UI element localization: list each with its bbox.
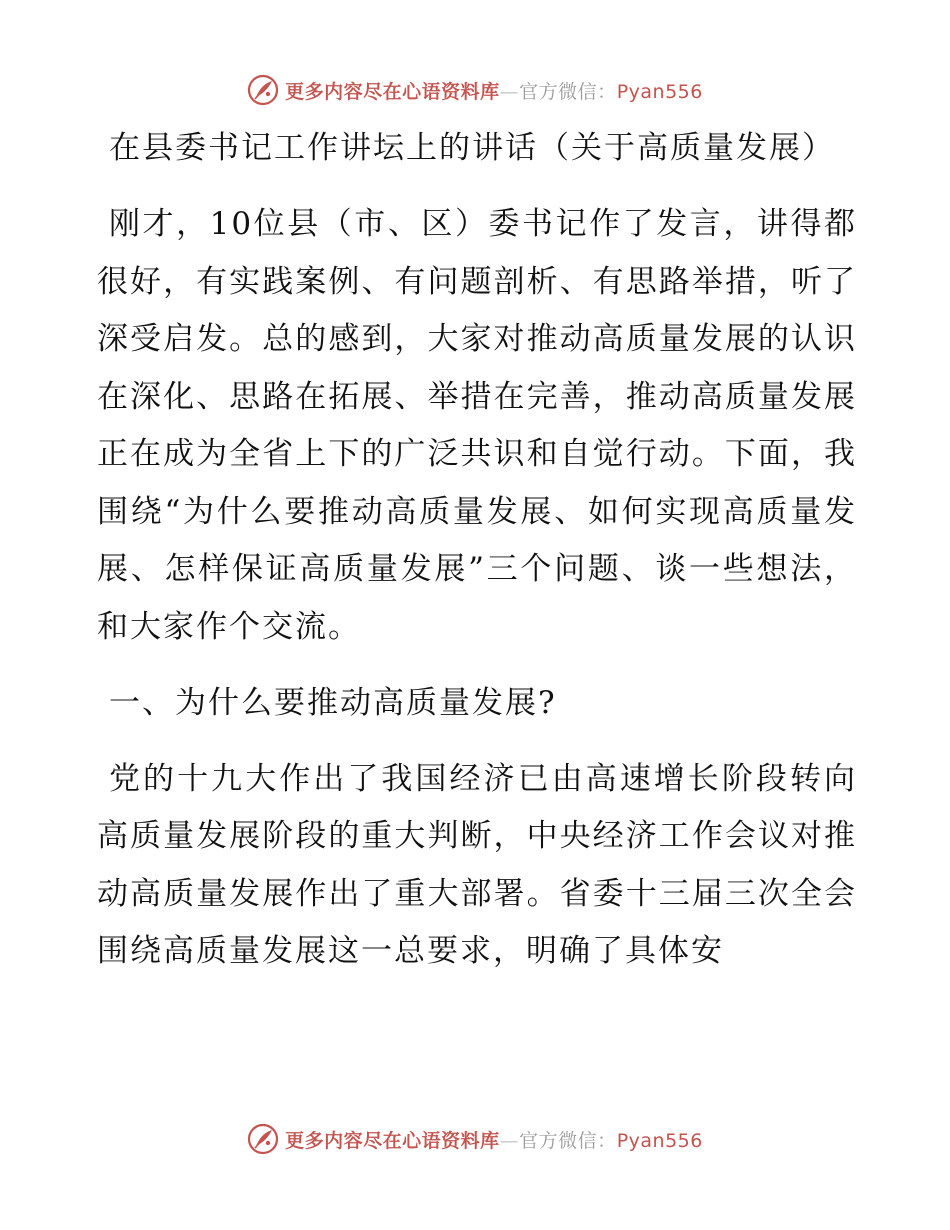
paragraph-intro: 刚才，10位县（市、区）委书记作了发言，讲得都很好，有实践案例、有问题剖析、有思路举措，听了深受启发。总的感到，大家对推动高质量发展的认识在深化、思路在拓展、举措在完善，推动高质量发展正在成为全省上下的广泛共识和自觉行动。下面，我围绕“为什么要推动高质量发展、如何实现高质量发展、怎样保证高质量发展”三个问题、谈一些想法，和大家作个交流。 — [97, 206, 857, 645]
footer-watermark-banner — [0, 1117, 950, 1161]
header-watermark-banner — [0, 68, 950, 112]
watermark-dash: — — [499, 80, 520, 103]
watermark-text — [285, 1126, 703, 1153]
document-body — [97, 120, 857, 981]
quill-pen-circle-icon — [247, 74, 279, 106]
document-title: 在县委书记工作讲坛上的讲话（关于高质量发展） — [109, 130, 835, 166]
watermark-wechat-id: Pyan556 — [616, 80, 703, 103]
watermark-lead: 更多内容尽在心语资料库 — [285, 80, 500, 103]
section-heading-1: 一、为什么要推动高质量发展? — [109, 685, 557, 721]
watermark-wechat-id: Pyan556 — [616, 1129, 703, 1152]
paragraph-section-1: 党的十九大作出了我国经济已由高速增长阶段转向高质量发展阶段的重大判断，中央经济工作会议对推动高质量发展作出了重大部署。省委十三届三次全会围绕高质量发展这一总要求，明确了具体安 — [97, 760, 857, 969]
watermark-official-label: 官方微信： — [519, 1129, 617, 1152]
watermark-official-label: 官方微信： — [519, 80, 617, 103]
watermark-dash: — — [499, 1129, 520, 1152]
watermark-text — [285, 77, 703, 104]
watermark-lead: 更多内容尽在心语资料库 — [285, 1129, 500, 1152]
quill-pen-circle-icon — [247, 1123, 279, 1155]
